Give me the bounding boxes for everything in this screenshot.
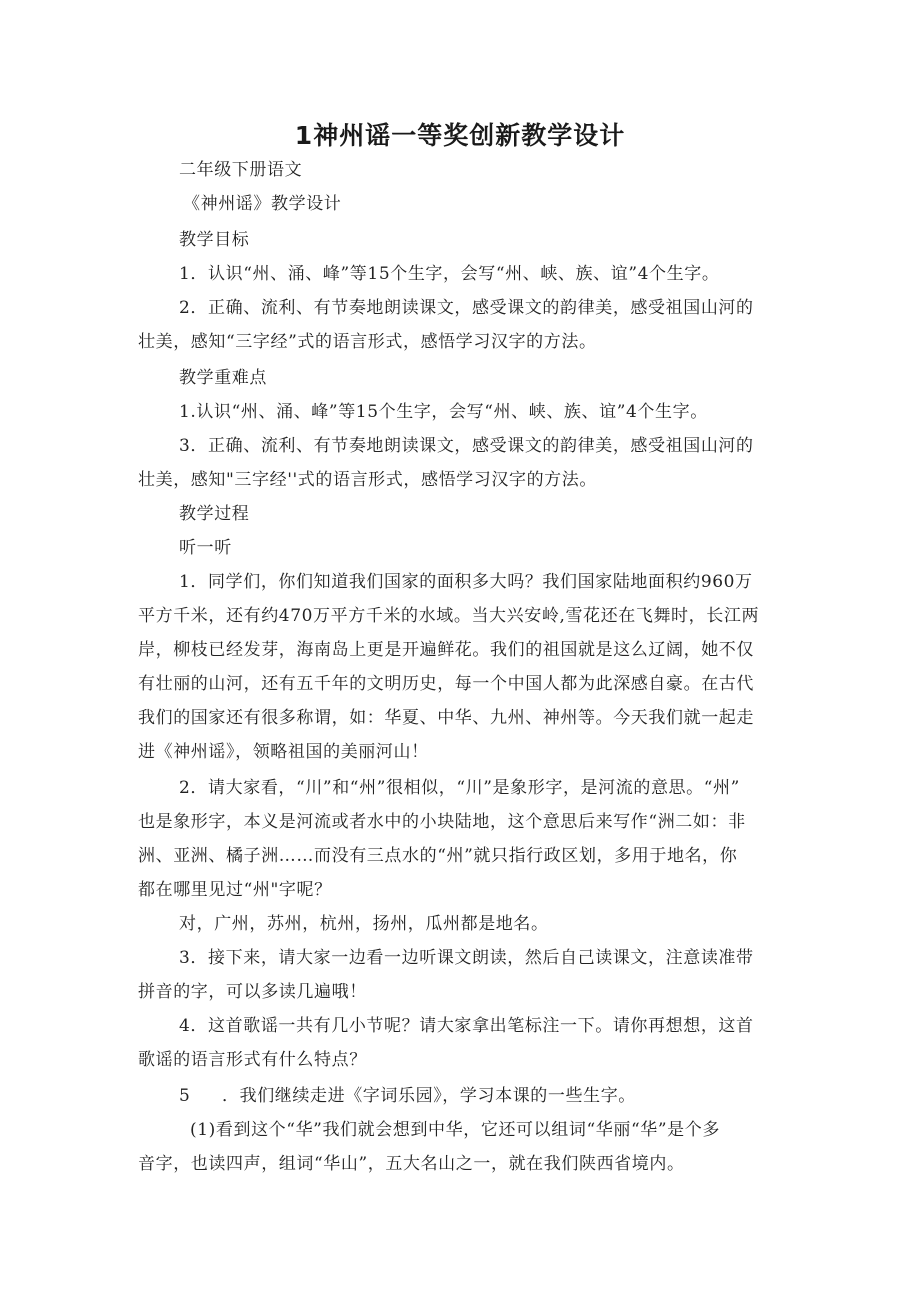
para-3-line-2: 拼音的字，可以多读几遍哦！ xyxy=(138,982,367,1002)
keypoint-3-line-1: 3．正确、流利、有节奏地朗读课文，感受课文的韵律美，感受祖国山河的 xyxy=(179,436,754,456)
answer-line: 对，广州，苏州，杭州，扬州，瓜州都是地名。 xyxy=(179,914,549,934)
para-2-line-4: 都在哪里见过“州"字呢？ xyxy=(138,880,332,900)
keypoint-1: 1.认识“州、涌、峰”等15个生字，会写“州、峡、族、谊”4个生字。 xyxy=(179,402,708,422)
page-title: 1神州谣一等奖创新教学设计 xyxy=(294,121,626,150)
para-5-number: 5 xyxy=(179,1086,191,1106)
para-1-line-3: 岸，柳枝已经发芽，海南岛上更是开遍鲜花。我们的祖国就是这么辽阔，她不仅 xyxy=(138,640,754,660)
goals-heading: 教学目标 xyxy=(179,230,250,250)
keypoint-3-line-2: 壮美，感知"三字经''式的语言形式，感悟学习汉字的方法。 xyxy=(138,470,597,490)
para-1-line-1: 1．同学们，你们知道我们国家的面积多大吗？我们国家陆地面积约960万 xyxy=(179,572,753,592)
para-1-line-2: 平方千米，还有约470万平方千米的水域。当大兴安岭,雪花还在飞舞时，长江两 xyxy=(138,606,760,626)
para-4-line-1: 4．这首歌谣一共有几小节呢？请大家拿出笔标注一下。请你再想想，这首 xyxy=(179,1016,754,1036)
sub-item-1-line-1: (1)看到这个“华”我们就会想到中华，它还可以组词“华丽“华”是个多 xyxy=(190,1120,720,1140)
para-5-text: ．我们继续走进《字词乐园》，学习本课的一些生字。 xyxy=(222,1086,636,1106)
grade-line: 二年级下册语文 xyxy=(179,160,303,180)
para-2-line-1: 2．请大家看，“川”和“州”很相似，“川”是象形字，是河流的意思。“州” xyxy=(179,778,740,798)
para-1-line-4: 有壮丽的山河，还有五千年的文明历史，每一个中国人都为此深感自豪。在古代 xyxy=(138,674,754,694)
listen-heading: 听一听 xyxy=(179,538,232,558)
para-4-line-2: 歌谣的语言形式有什么特点？ xyxy=(138,1050,367,1070)
process-heading: 教学过程 xyxy=(179,504,250,524)
para-2-line-2: 也是象形字，本义是河流或者水中的小块陆地，这个意思后来写作“洲二如：非 xyxy=(138,812,746,832)
keypoints-heading: 教学重难点 xyxy=(179,368,267,388)
goal-1: 1．认识“州、涌、峰”等15个生字，会写“州、峡、族、谊”4个生字。 xyxy=(179,264,720,284)
sub-item-1-line-2: 音字，也读四声，组词“华山”，五大名山之一，就在我们陕西省境内。 xyxy=(138,1154,685,1174)
goal-2-line-2: 壮美，感知“三字经”式的语言形式，感悟学习汉字的方法。 xyxy=(138,332,597,352)
para-1-line-5: 我们的国家还有很多称谓，如：华夏、中华、九州、神州等。今天我们就一起走 xyxy=(138,708,754,728)
goal-2-line-1: 2．正确、流利、有节奏地朗读课文，感受课文的韵律美，感受祖国山河的 xyxy=(179,298,754,318)
para-3-line-1: 3．接下来，请大家一边看一边听课文朗读，然后自己读课文，注意读准带 xyxy=(179,948,754,968)
para-2-line-3: 洲、亚洲、橘子洲……而没有三点水的“州”就只指行政区划，多用于地名，你 xyxy=(138,846,738,866)
design-title: 《神州谣》教学设计 xyxy=(183,194,342,214)
para-1-line-6: 进《神州谣》，领略祖国的美丽河山！ xyxy=(138,742,429,762)
